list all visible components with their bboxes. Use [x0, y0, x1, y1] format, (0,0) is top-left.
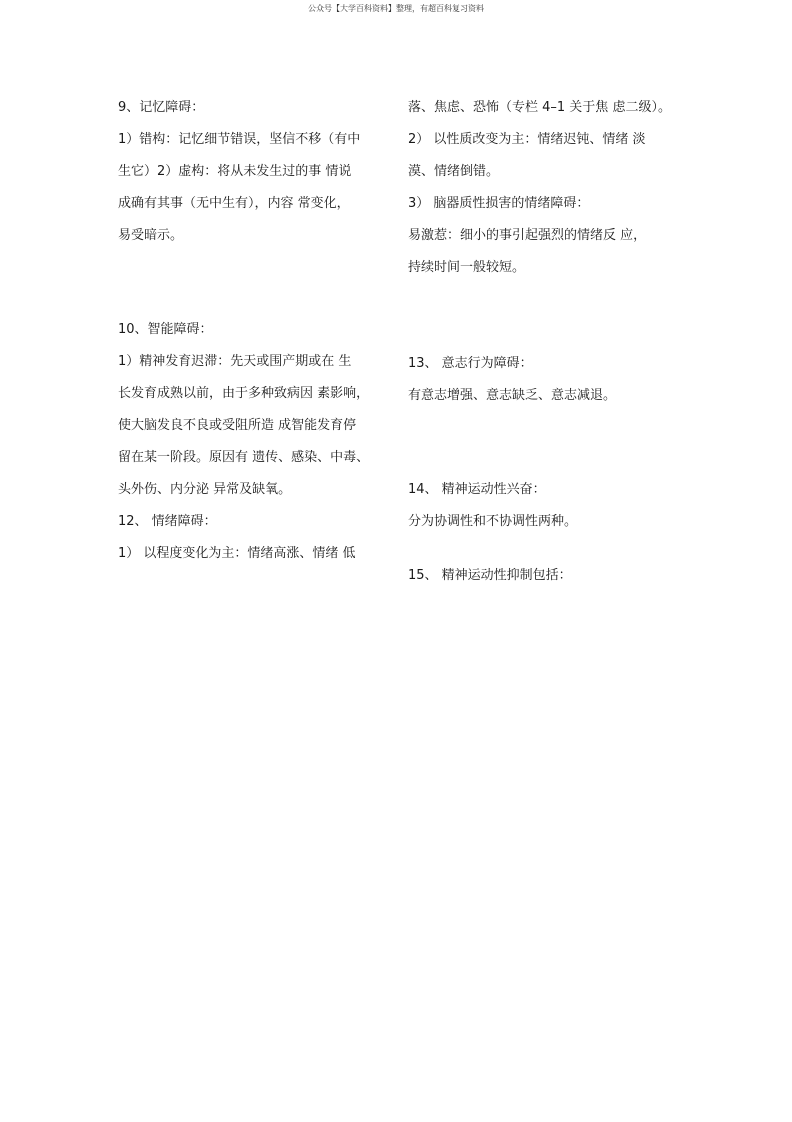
section-12-line: 持续时间一般较短。 — [408, 260, 526, 275]
section-12-line: 易激惹：细小的事引起强烈的情绪反 应， — [408, 228, 647, 243]
section-14-line: 分为协调性和不协调性两种。 — [408, 514, 578, 529]
section-12-continued-line: 落、焦虑、恐怖（专栏 4–1 关于焦 虑二级）。 — [408, 100, 671, 115]
section-10-title: 10、智能障碍： — [118, 322, 213, 337]
section-12-line: 漠、情绪倒错。 — [408, 164, 500, 179]
section-15-title: 15、 精神运动性抑制包括： — [408, 568, 572, 583]
section-9-line: 成确有其事（无中生有），内容 常变化， — [118, 196, 350, 211]
section-12-line: 3） 脑器质性损害的情绪障碍： — [408, 196, 590, 211]
section-13-title: 13、 意志行为障碍： — [408, 356, 533, 371]
section-10-line: 留在某一阶段。原因有 遗传、感染、中毒、 — [118, 450, 370, 465]
section-12-line: 2） 以性质改变为主：情绪迟钝、情绪 淡 — [408, 132, 646, 147]
section-9-title: 9、记忆障碍： — [118, 100, 205, 115]
section-10-line: 长发育成熟以前，由于多种致病因 素影响， — [118, 386, 370, 401]
section-10-line: 1）精神发育迟滞：先天或围产期或在 生 — [118, 354, 352, 369]
section-14-title: 14、 精神运动性兴奋： — [408, 482, 546, 497]
section-9-line: 生它）2）虚构：将从未发生过的事 情说 — [118, 164, 352, 179]
section-12-title: 12、 情绪障碍： — [118, 514, 217, 529]
section-10-line: 使大脑发良不良或受阻所造 成智能发育停 — [118, 418, 357, 433]
page-header: 公众号【大学百科资料】整理，有超百科复习资料 — [308, 4, 484, 13]
section-10-line: 头外伤、内分泌 异常及缺氧。 — [118, 482, 292, 497]
section-13-line: 有意志增强、意志缺乏、意志减退。 — [408, 388, 617, 403]
section-9-line: 易受暗示。 — [118, 228, 184, 243]
section-12-line: 1） 以程度变化为主：情绪高涨、情绪 低 — [118, 546, 356, 561]
section-9-line: 1）错构：记忆细节错误，坚信不移（有中 — [118, 132, 361, 147]
